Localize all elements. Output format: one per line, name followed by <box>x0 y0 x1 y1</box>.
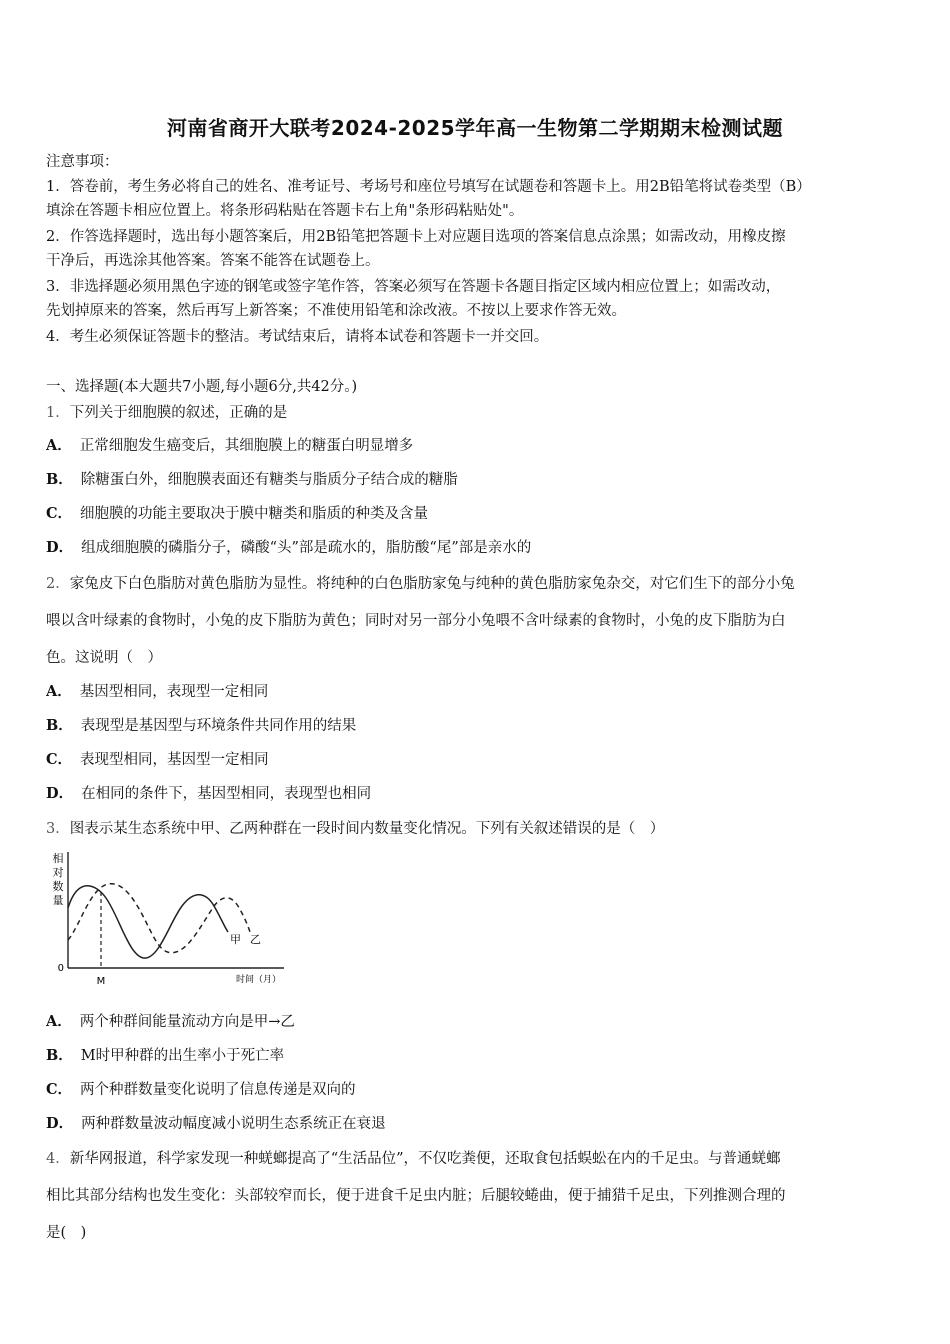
option-d <box>46 1112 908 1133</box>
option-label: A． <box>46 437 72 454</box>
series-yi-line <box>68 884 250 953</box>
option-label: D． <box>46 1115 74 1132</box>
option-text: 细胞膜的功能主要取决于膜中糖类和脂质的种类及含量 <box>80 506 429 522</box>
question-3 <box>46 817 908 838</box>
y-axis-label-char: 量 <box>52 894 64 907</box>
question-2 <box>46 572 908 593</box>
question-stem: 下列关于细胞膜的叙述，正确的是 <box>69 405 288 421</box>
option-text: 基因型相同，表现型一定相同 <box>79 684 269 700</box>
option-text: 两个种群间能量流动方向是甲→乙 <box>79 1014 295 1030</box>
option-text: 两个种群数量变化说明了信息传递是双向的 <box>80 1082 356 1098</box>
option-c <box>46 748 908 769</box>
notice-line: 4．考生必须保证答题卡的整洁。考试结束后，请将本试卷和答题卡一并交回。 <box>46 329 549 345</box>
option-b <box>46 1044 908 1065</box>
option-label: D． <box>46 785 74 802</box>
question-number: 4． <box>46 1151 70 1167</box>
option-c <box>46 1078 908 1099</box>
option-b <box>46 468 908 489</box>
question-number: 2． <box>46 576 70 592</box>
question-stem-line: 是( ) <box>46 1225 87 1241</box>
option-d <box>46 782 908 803</box>
question-stem-line: 色。这说明（ ） <box>46 650 162 666</box>
y-axis-label-char: 对 <box>52 866 64 879</box>
option-text: M时甲种群的出生率小于死亡率 <box>80 1048 285 1064</box>
option-text: 在相同的条件下，基因型相同，表现型也相同 <box>81 786 372 802</box>
option-text: 正常细胞发生癌变后，其细胞膜上的糖蛋白明显增多 <box>79 438 414 454</box>
notice-line: 先划掉原来的答案，然后再写上新答案；不准使用铅笔和涂改液。不按以上要求作答无效。 <box>46 303 626 319</box>
option-a <box>46 680 908 701</box>
question-stem: 图表示某生态系统中甲、乙两种群在一段时间内数量变化情况。下列有关叙述错误的是（ ） <box>69 821 665 837</box>
m-marker-label: M <box>96 976 106 987</box>
question-1 <box>46 401 908 422</box>
option-text: 组成细胞膜的磷脂分子，磷酸“头”部是疏水的，脂肪酸“尾”部是亲水的 <box>81 540 532 556</box>
option-label: A． <box>46 683 72 700</box>
question-number: 3． <box>46 821 70 837</box>
question-stem: 新华网报道，科学家发现一种蜣螂提高了“生活品位”，不仅吃粪便，还取食包括蜈蚣在内的千足虫。与普通蜣螂 <box>69 1151 781 1167</box>
option-label: D． <box>46 539 74 556</box>
option-b <box>46 714 908 735</box>
option-label: C． <box>46 1081 73 1098</box>
option-text: 除糖蛋白外，细胞膜表面还有糖类与脂质分子结合成的糖脂 <box>80 472 458 488</box>
population-chart <box>44 848 294 988</box>
notice-heading: 注意事项： <box>46 154 119 170</box>
option-d <box>46 536 908 557</box>
x-axis-label: 时间（月） <box>236 975 282 985</box>
notice-line: 2．作答选择题时，选出每小题答案后，用2B铅笔把答题卡上对应题目选项的答案信息点涂黑；如需改动，用橡皮擦 <box>46 229 786 245</box>
option-label: C． <box>46 751 73 768</box>
notice-line: 填涂在答题卡相应位置上。将条形码粘贴在答题卡右上角"条形码粘贴处"。 <box>46 203 524 219</box>
question-number: 1． <box>46 405 70 421</box>
legend-yi: 乙 <box>250 933 261 946</box>
option-label: B． <box>46 471 73 488</box>
option-label: A． <box>46 1013 72 1030</box>
option-c <box>46 502 908 523</box>
option-text: 表现型相同，基因型一定相同 <box>80 752 269 768</box>
question-4 <box>46 1147 908 1168</box>
question-stem-line: 相比其部分结构也发生变化：头部较窄而长，便于进食千足虫内脏；后腿较蜷曲，便于捕猎千足虫，下列推测合理的 <box>46 1188 786 1204</box>
option-label: C． <box>46 505 73 522</box>
option-a <box>46 1010 908 1031</box>
option-text: 两种群数量波动幅度减小说明生态系统正在衰退 <box>81 1116 386 1132</box>
notice-line: 干净后，再选涂其他答案。答案不能答在试题卷上。 <box>46 253 380 269</box>
option-text: 表现型是基因型与环境条件共同作用的结果 <box>80 718 357 734</box>
option-label: B． <box>46 717 73 734</box>
page-title: 河南省商开大联考2024-2025学年高一生物第二学期期末检测试题 <box>166 116 784 140</box>
option-a <box>46 434 908 455</box>
y-axis-label-char: 数 <box>52 880 64 893</box>
origin-label: 0 <box>57 963 64 974</box>
question-stem-line: 喂以含叶绿素的食物时，小兔的皮下脂肪为黄色；同时对另一部分小兔喂不含叶绿素的食物时，小兔的皮下脂肪为白 <box>46 613 786 629</box>
y-axis-label-char: 相 <box>52 852 64 865</box>
option-label: B． <box>46 1047 73 1064</box>
legend-jia: 甲 <box>230 933 241 946</box>
notice-line: 3．非选择题必须用黑色字迹的钢笔或签字笔作答，答案必须写在答题卡各题目指定区域内相应位置上；如需改动， <box>46 279 781 295</box>
notice-line: 1．答卷前，考生务必将自己的姓名、准考证号、考场号和座位号填写在试题卷和答题卡上。用2B铅笔将试卷类型（B） <box>46 179 811 195</box>
question-stem: 家兔皮下白色脂肪对黄色脂肪为显性。将纯种的白色脂肪家兔与纯种的黄色脂肪家兔杂交，对它们生下的部分小兔 <box>69 576 795 592</box>
section-heading: 一、选择题(本大题共7小题,每小题6分,共42分。) <box>46 379 358 395</box>
